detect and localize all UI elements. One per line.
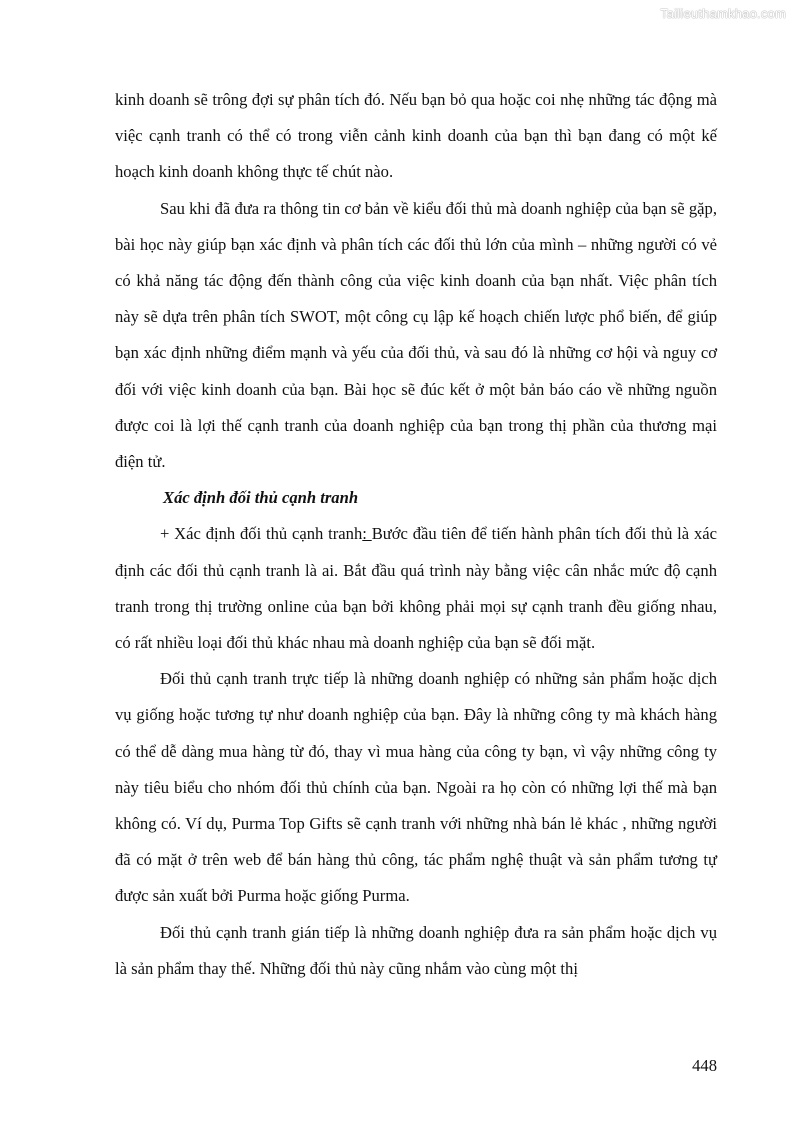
paragraph-3-colon: : [362,524,372,544]
paragraph-3-rest: Bước đầu tiên để tiến hành phân tích đối thủ là xác định các đối thủ cạnh tranh là ai. Bắt đầu quá trình này bằng việc cân nhắc mức độ cạnh tranh trong thị trường online của bạn bởi không phải mọi sự cạnh tranh đều giống nhau, có rất nhiều loại đối thủ khác nhau mà doanh nghiệp của bạn sẽ đối mặt. [115,524,717,653]
page-body [115,82,717,987]
paragraph-1: kinh doanh sẽ trông đợi sự phân tích đó. Nếu bạn bỏ qua hoặc coi nhẹ những tác động mà việc cạnh tranh có thể có trong viễn cảnh kinh doanh của bạn thì bạn đang có một kế hoạch kinh doanh không thực tế chút nào. [115,90,717,182]
paragraph-2: Sau khi đã đưa ra thông tin cơ bản về kiểu đối thủ mà doanh nghiệp của bạn sẽ gặp, bài học này giúp bạn xác định và phân tích các đối thủ lớn của mình – những người có vẻ có khả năng tác động đến thành công của việc kinh doanh của bạn nhất. Việc phân tích này sẽ dựa trên phân tích SWOT, một công cụ lập kế hoạch chiến lược phổ biến, để giúp bạn xác định những điểm mạnh và yếu của đối thủ, và sau đó là những cơ hội và nguy cơ đối với việc kinh doanh của bạn. Bài học sẽ đúc kết ở một bản báo cáo về những nguồn được coi là lợi thế cạnh tranh của doanh nghiệp của bạn trong thị phần của thương mại điện tử. [115,198,717,472]
section-heading: Xác định đối thủ cạnh tranh [163,488,359,508]
paragraph-3 [115,516,717,661]
paragraph-4: Đối thủ cạnh tranh trực tiếp là những doanh nghiệp có những sản phẩm hoặc dịch vụ giống hoặc tương tự như doanh nghiệp của bạn. Đây là những công ty mà khách hàng có thể dễ dàng mua hàng từ đó, thay vì mua hàng của công ty bạn, vì vậy những công ty này tiêu biểu cho nhóm đối thủ chính của bạn. Ngoài ra họ còn có những lợi thế mà bạn không có. Ví dụ, Purma Top Gifts sẽ cạnh tranh với những nhà bán lẻ khác , những người đã có mặt ở trên web để bán hàng thủ công, tác phẩm nghệ thuật và sản phẩm tương tự được sản xuất bởi Purma hoặc giống Purma. [115,669,717,906]
watermark: Tailieuthamkhao.com [660,6,786,21]
paragraph-3-lead: + Xác định đối thủ cạnh tranh [160,524,363,544]
page-number: 448 [692,1056,717,1075]
paragraph-5: Đối thủ cạnh tranh gián tiếp là những doanh nghiệp đưa ra sản phẩm hoặc dịch vụ là sản phẩm thay thế. Những đối thủ này cũng nhắm vào cùng một thị [115,922,717,978]
